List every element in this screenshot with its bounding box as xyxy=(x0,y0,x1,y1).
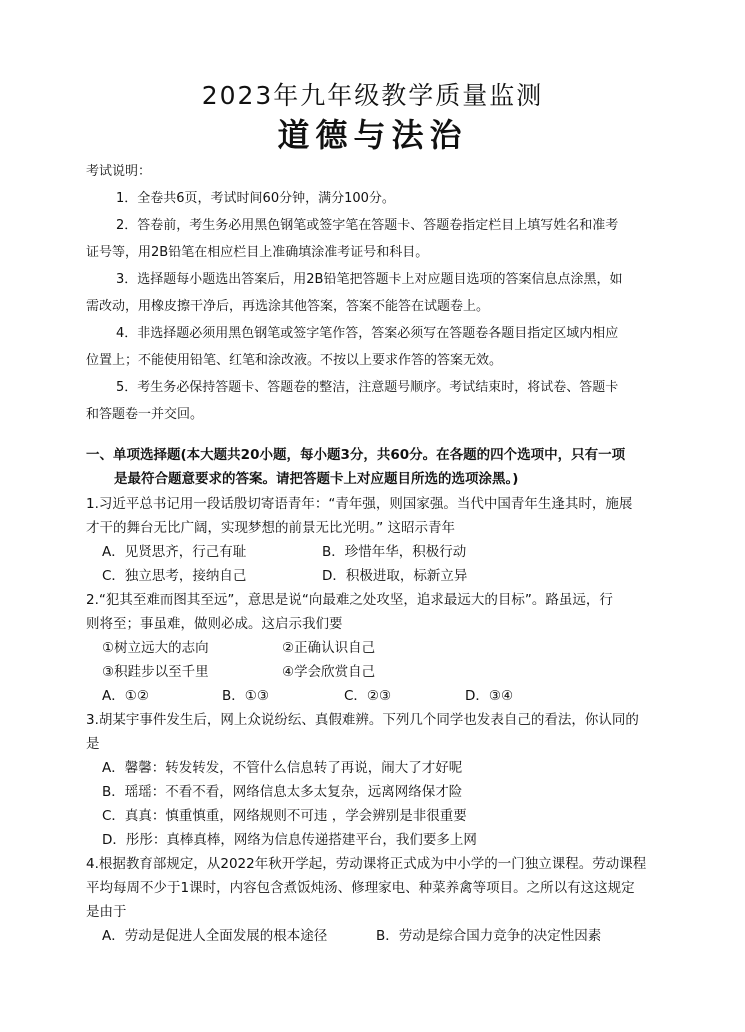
instruction-line: 和答题卷一并交回。 xyxy=(86,407,204,422)
option-a: A．馨馨：转发转发，不管什么信息转了再说，闹大了才好呢 xyxy=(102,760,463,776)
option-a: A．劳动是促进人全面发展的根本途径 xyxy=(102,928,328,944)
option-c: C．②③ xyxy=(344,688,392,704)
option-d: D．积极进取，标新立异 xyxy=(322,568,468,584)
option-b: B．珍惜年华，积极行动 xyxy=(322,544,467,560)
instruction-line: 1．全卷共6页，考试时间60分钟，满分100分。 xyxy=(116,191,395,206)
exam-title: 2023年九年级教学质量监测 xyxy=(201,81,544,110)
question-stem: 3.胡某宇事件发生后，网上众说纷纭、真假难辨。下列几个同学也发表自己的看法，你认同的 xyxy=(86,712,639,728)
instruction-line: 2．答卷前，考生务必用黑色钢笔或签字笔在答题卡、答题卷指定栏目上填写姓名和准考 xyxy=(116,218,619,233)
instruction-line: 5．考生务必保持答题卡、答题卷的整洁，注意题号顺序。考试结束时，将试卷、答题卡 xyxy=(116,380,619,395)
question-stem: 是 xyxy=(86,736,100,752)
option-b: B．劳动是综合国力竞争的决定性因素 xyxy=(376,928,602,944)
question-stem: 4.根据教育部规定，从2022年秋开学起，劳动课将正式成为中小学的一门独立课程。劳动课程 xyxy=(86,856,647,872)
instructions-heading: 考试说明： xyxy=(86,164,152,179)
statement: ④学会欣赏自己 xyxy=(282,664,376,680)
instruction-line: 3．选择题每小题选出答案后，用2B铅笔把答题卡上对应题目选项的答案信息点涂黑，如 xyxy=(116,272,623,287)
instruction-line: 证号等，用2B铅笔在相应栏目上准确填涂准考证号和科目。 xyxy=(86,245,429,260)
option-b: B．瑶瑶：不看不看，网络信息太多太复杂，远离网络保才险 xyxy=(102,784,463,800)
option-a: A．①② xyxy=(102,688,149,704)
option-b: B．①③ xyxy=(222,688,269,704)
question-stem: 2.“犯其至难而图其至远”，意思是说“向最难之处攻坚，追求最远大的目标”。路虽远，行 xyxy=(86,592,613,608)
option-d: D．③④ xyxy=(465,688,514,704)
section-heading: 一、单项选择题(本大题共20小题，每小题3分，共60分。在各题的四个选项中，只有一项 xyxy=(86,447,626,463)
question-stem: 是由于 xyxy=(86,904,127,920)
question-stem: 才干的舞台无比广阔，实现梦想的前景无比光明。” 这昭示青年 xyxy=(86,520,456,536)
statement: ②正确认识自己 xyxy=(282,640,376,656)
statement: ③积跬步以至千里 xyxy=(102,664,209,680)
question-stem: 平均每周不少于1课时，内容包含煮饭炖汤、修理家电、种菜养禽等项目。之所以有这这规定 xyxy=(86,880,635,896)
question-stem: 1.习近平总书记用一段话殷切寄语青年：“青年强，则国家强。当代中国青年生逢其时，施展 xyxy=(86,496,633,512)
option-a: A．见贤思齐，行己有耻 xyxy=(102,544,247,560)
question-stem: 则将至；事虽难，做则必成。这启示我们要 xyxy=(86,616,343,632)
option-d: D．彤彤：真棒真棒，网络为信息传递搭建平台，我们要多上网 xyxy=(102,832,477,848)
instruction-line: 位置上；不能使用铅笔、红笔和涂改液。不按以上要求作答的答案无效。 xyxy=(86,353,503,368)
instruction-line: 需改动，用橡皮擦干净后，再选涂其他答案，答案不能答在试题卷上。 xyxy=(86,299,490,314)
option-c: C．独立思考，接纳自己 xyxy=(102,568,247,584)
statement: ①树立远大的志向 xyxy=(102,640,209,656)
section-heading: 是最符合题意要求的答案。请把答题卡上对应题目所选的选项涂黑。) xyxy=(114,471,519,487)
subject-title: 道德与法治 xyxy=(277,116,468,154)
option-c: C．真真：慎重慎重，网络规则不可违 ，学会辨别是非很重要 xyxy=(102,808,467,824)
instruction-line: 4．非选择题必须用黑色钢笔或签字笔作答，答案必须写在答题卷各题目指定区域内相应 xyxy=(116,326,619,341)
